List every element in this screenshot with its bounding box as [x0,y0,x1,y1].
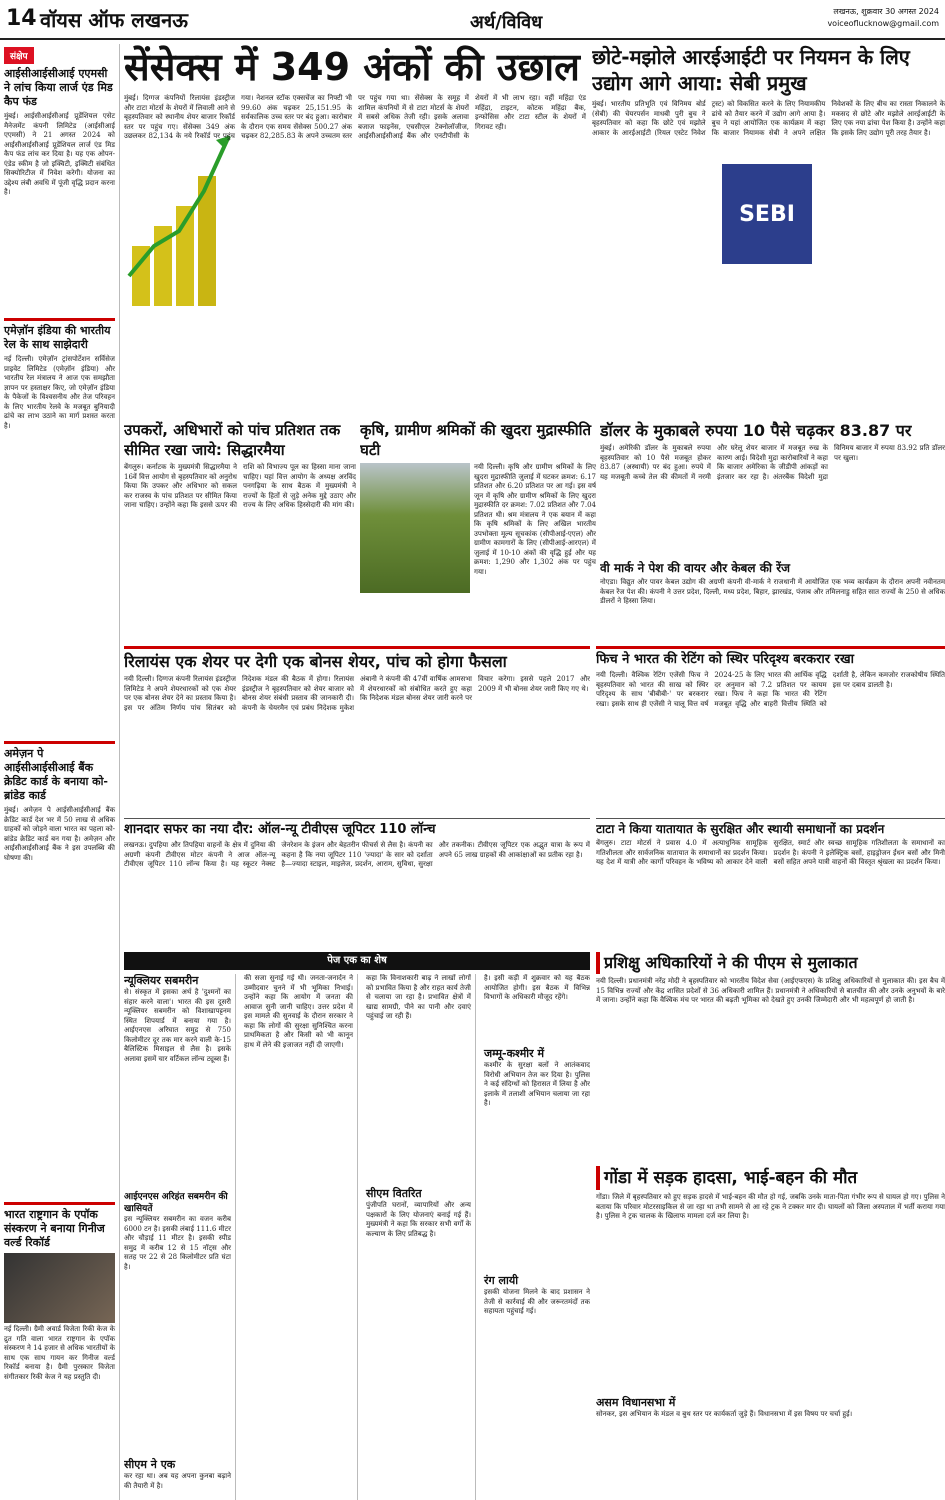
continued-body: है। इसी कड़ी में शुक्रवार को यह बैठक आयोजित होगी। इस बैठक में विभिन्न विभागों के अधिकारी मौजूद रहेंगे। [484,974,590,1001]
arihant-heading: आईएनएस अरिहंत सबमरीन की खासियतें [124,1192,228,1214]
masthead [0,0,945,40]
paper-name: वॉयस ऑफ लखनऊ [40,8,188,32]
rang-body: इसकी योजना मिलने के बाद प्रशासन ने तेजी से कार्रवाई की और जरूरतमंदों तक सहायता पहुंचाई गई। [484,1288,590,1315]
website: voiceoflucknow@gmail.com [827,19,939,28]
brief-headline: भारत राष्ट्रगान के एपॉक संस्करण ने बनाया गिनीज वर्ल्ड रिकॉर्ड [4,1202,115,1250]
siddaramaiah-story [124,420,356,642]
pm-meet-body: नयी दिल्ली। प्रधानमंत्री नरेंद्र मोदी ने बृहस्पतिवार को भारतीय विदेश सेवा (आईएफएस) के प्रशिक्षु अधिकारियों से मुलाकात की। इस बैच में 15 विभिन्न राज्यों और केंद्र शासित प्रदेशों से 36 अधिकारी शामिल हैं। प्रधानमंत्री ने अधिकारियों से बातचीत की और उनके अनुभवों के बारे में जाना। उन्होंने कहा कि वैश्विक मंच पर भारत की बढ़ती भूमिका को देखते हुए उनकी जिम्मेदारी और भी महत्वपूर्ण हो जाती है। [596,977,945,1004]
lead-body: मुंबई। दिग्गज कंपनियों रिलायंस इंडस्ट्रीज और टाटा मोटर्स के शेयरों में लिवाली आने से बृहस्पतिवार को स्थानीय शेयर बाजार रिकॉर्ड स्तर पर पहुंच गए। सेंसेक्स 349 अंक उछलकर 82,134 के नये रिकॉर्ड पर पहुंच गया। नेशनल स्टॉक एक्सचेंज का निफ्टी भी 99.60 अंक चढ़कर 25,151.95 के सर्वकालिक उच्च स्तर पर बंद हुआ। कारोबार के दौरान एक समय सेंसेक्स 500.27 अंक चढ़कर 82,285.83 के अपने उच्चतम स्तर पर पहुंच गया था। सेंसेक्स के समूह में शामिल कंपनियों में से टाटा मोटर्स के शेयरों में सबसे अधिक तेजी रही। इसके अलावा बजाज फाइनेंस, एचसीएल टेक्नोलॉजीज, आईसीआईसीआई बैंक और एनटीपीसी के शेयरों में भी लाभ रहा। वहीं महिंद्रा एंड महिंद्रा, टाइटन, कोटक महिंद्रा बैंक, इन्फोसिस और टाटा स्टील के शेयरों में गिरावट रही। [124,94,586,140]
brief-column [0,44,120,1500]
tata-body: बेंगलुरु। टाटा मोटर्स ने प्रवास 4.0 में अत्याधुनिक सामूहिक गतिशीलता और सार्वजनिक यातायात के समाधानों का प्रदर्शन किया। यह देश में यात्री और कार्गो परिवहन के भविष्य को आकार देने वाली सुरक्षित, स्मार्ट और स्वच्छ सामूहिक गतिशीलता के समाधानों का प्रदर्शन है। कंपनी ने इलेक्ट्रिक बसों, हाइड्रोजन ईंधन बसों और मिनी बसों सहित अपने यात्री वाहनों की विस्तृत श्रृंखला का प्रदर्शन किया। [596,839,945,866]
brief-body: नई दिल्ली। ग्रैमी अवार्ड विजेता रिकी केज के द्रुत गति वाला भारत राष्ट्रगान के एपॉक संस्करण ने 14 हजार से अधिक भारतीयों के साथ एक साथ गायन कर गिनीज वर्ल्ड रिकॉर्ड बनाया है। ग्रैमी पुरस्कार विजेता संगीतकार रिकी केज ने यह प्रस्तुति दी। [4,1325,115,1381]
tvs-headline: शानदार सफर का नया दौर: ऑल-न्यू टीवीएस जूपिटर 110 लॉन्च [124,822,436,837]
studio-photo [4,1253,115,1323]
jk-heading: जम्मू-कश्मीर में [484,1047,545,1060]
continued-body: की सजा सुनाई गई थी। जनता-जनार्दन ने उम्मीदवार चुनने में भी भूमिका निभाई। उन्होंने कहा कि आयोग में जनता की आवाज सुनी जानी चाहिए। उत्तर प्रदेश में इस मामले की सुनवाई के दौरान सरकार ने कहा कि लोगों की सुरक्षा सुनिश्चित करना प्राथमिकता है और किसी को भी कानून हाथ में लेने की इजाजत नहीं दी जाएगी। [244,974,353,1049]
nuclear-heading: न्यूक्लियर सबमरीन [124,974,199,987]
tata-story [596,818,945,948]
fitch-headline: फिच ने भारत की रेटिंग को स्थिर परिदृश्य बरकरार रखा [596,652,854,667]
pm-meet-headline: प्रशिक्षु अधिकारियों ने की पीएम से मुलाकात [596,952,945,974]
lead-story [124,44,586,416]
inflation-story [360,420,596,642]
assam-heading: असम विधानसभा में [596,1396,676,1409]
pm-meet-story [596,952,945,1162]
continued-col-1 [124,974,236,1500]
inflation-body: नयी दिल्ली। कृषि और ग्रामीण श्रमिकों के लिए खुदरा मुद्रास्फीति जुलाई में घटकर क्रमश: 6.17 प्रतिशत और 6.20 प्रतिशत पर आ गई। इस वर्ष जून में कृषि और ग्रामीण श्रमिकों के लिए खुदरा मुद्रास्फीति दर क्रमश: 7.02 प्रतिशत और 7.04 प्रतिशत थी। श्रम मंत्रालय ने एक बयान में कहा कि कृषि श्रमिकों के लिए अखिल भारतीय उपभोक्ता मूल्य सूचकांक (सीपीआई-एएल) और ग्रामीण कामगारों के लिए (सीपीआई-आरएल) में जुलाई में 10-10 अंकों की वृद्धि हुई और यह क्रमश: 1,290 और 1,302 अंक पर पहुंच गया। [474,463,596,576]
sebi-headline: छोटे-मझोले आरईआईटी पर नियमन के लिए उद्योग आगे आया: सेबी प्रमुख [592,45,910,95]
tvs-story [124,818,590,948]
date-line [827,6,939,30]
section-title: अर्थ/विविध [470,12,543,33]
gonda-story [596,1166,945,1500]
continued-col-2 [240,974,358,1500]
continued-col-3 [362,974,476,1500]
reliance-story [124,646,590,814]
tata-headline: टाटा ने किया यातायात के सुरक्षित और स्थायी समाधानों का प्रदर्शन [596,822,885,836]
wire-story [600,560,945,642]
fitch-story [596,646,945,814]
seem-heading: सीएम वितरित [366,1187,422,1200]
siddaramaiah-headline: उपकरों, अधिभारों को पांच प्रतिशत तक सीमित रखा जाये: सिद्धारमैया [124,421,341,459]
fitch-body: नयी दिल्ली। वैश्विक रेटिंग एजेंसी फिच ने बृहस्पतिवार को भारत की साख को स्थिर परिदृश्य के साथ 'बीबीबी-' पर बरकरार रखा। इसके साथ ही एजेंसी ने चालू वित्त वर्ष 2024-25 के लिए भारत की आर्थिक वृद्धि दर अनुमान को 7.2 प्रतिशत पर कायम रखा। फिच ने कहा कि भारत की रेटिंग मजबूत वृद्धि और बाहरी वित्तीय स्थिति को दर्शाती है, लेकिन कमजोर राजकोषीय स्थिति इस पर दबाव डालती है। [596,671,945,708]
arihant-body: इस न्यूक्लियर सबमरीन का वजन करीब 6000 टन है। इसकी लंबाई 111.6 मीटर और चौड़ाई 11 मीटर है। इसकी स्पीड समुद्र में करीब 12 से 15 नॉट्स और सतह पर 22 से 28 किलोमीटर प्रति घंटा है। [124,1215,231,1271]
rupee-body: मुंबई। अमेरिकी डॉलर के मुकाबले रुपया बृहस्पतिवार को 10 पैसे मजबूत होकर 83.87 (अस्थायी) पर बंद हुआ। रुपये में यह मजबूती कच्चे तेल की कीमतों में नरमी और घरेलू शेयर बाजार में मजबूत रुख के कारण आई। विदेशी मुद्रा कारोबारियों ने कहा कि बाजार अमेरिका के जीडीपी आंकड़ों का इंतजार कर रहा है। अंतरबैंक विदेशी मुद्रा विनिमय बाजार में रुपया 83.92 प्रति डॉलर पर खुला। [600,444,945,481]
inflation-headline: कृषि, ग्रामीण श्रमिकों की खुदरा मुद्रास्फीति घटी [360,421,592,459]
continued-body: कहा कि विनाशकारी बाढ़ ने लाखों लोगों को प्रभावित किया है और राहत कार्य तेजी से चलाया जा रहा है। प्रभावित क्षेत्रों में खाद्य सामग्री, पीने का पानी और दवाएं पहुंचाई जा रही हैं। [366,974,471,1020]
brief-headline: आईसीआईसीआई एएमसी ने लांच किया लार्ज एंड मिड कैप फंड [4,67,113,108]
brief-headline: अमेज़न पे आईसीआईसीआई बैंक क्रेडिट कार्ड के बनाया को-ब्रांडेड कार्ड [4,741,115,803]
sebi-story [592,44,945,416]
page-number: 14 [6,6,37,31]
ceo-body: कर रहा था। अब यह अपना कुनबा बढ़ाने की तैयारी में है। [124,1472,231,1490]
sebi-body: मुंबई। भारतीय प्रतिभूति एवं विनिमय बोर्ड (सेबी) की चेयरपर्सन माधबी पुरी बुच ने बृहस्पतिवार को कहा कि छोटे एवं मझोले आकार के आरईआईटी (रियल एस्टेट निवेश ट्रस्ट) को विकसित करने के लिए नियामकीय ढांचे को तैयार करने में उद्योग आगे आया है। बुच ने यहां आयोजित एक कार्यक्रम में कहा कि बाजार नियामक सेबी ने अपने लक्षित निवेशकों के लिए बीच का रास्ता निकालने के मकसद से छोटे और मझोले आरईआईटी के लिए एक नया ढांचा पेश किया है। उन्होंने कहा कि इसके लिए उद्योग पूरी तरह तैयार है। [592,100,945,137]
rupee-headline: डॉलर के मुकाबले रुपया 10 पैसे चढ़कर 83.87 पर [600,421,912,440]
brief-body: मुंबई। आईसीआईसीआई प्रूडेंशियल एसेट मैनेजमेंट कंपनी लिमिटेड (आईसीआई एएमसी) ने 21 अगस्त 2024 को आईसीआईसीआई प्रूडेंशियल लार्ज एंड मिड कैप फंड लांच कर दिया है। यह एक ओपन-एंडेड स्कीम है जो इक्विटी, इक्विटी संबंधित सिक्योरिटीज में निवेश करेगी। योजना का उद्देश्य लंबी अवधि में पूंजी वृद्धि प्रदान करना है। [4,112,115,196]
ceo-heading: सीएम ने एक [124,1458,176,1471]
wire-body: नोएडा। विद्युत और पावर केबल उद्योग की अग्रणी कंपनी वी-मार्क ने राजधानी में आयोजित एक भव्य कार्यक्रम के दौरान अपनी नवीनतम केबल रेंज पेश की। कंपनी ने उत्तर प्रदेश, दिल्ली, मध्य प्रदेश, बिहार, झारखंड, पंजाब और तमिलनाडु सहित सात राज्यों के 250 से अधिक डीलरों ने हिस्सा लिया। [600,578,945,605]
reliance-body: नयी दिल्ली। दिग्गज कंपनी रिलायंस इंडस्ट्रीज लिमिटेड ने अपने शेयरधारकों को एक शेयर पर एक बोनस शेयर देने का प्रस्ताव किया है। इस पर अंतिम निर्णय पांच सितंबर को निदेशक मंडल की बैठक में होगा। रिलायंस इंडस्ट्रीज ने बृहस्पतिवार को शेयर बाजार को बोनस शेयर संबंधी प्रस्ताव की जानकारी दी। कंपनी के चेयरमैन एवं प्रबंध निदेशक मुकेश अंबानी ने कंपनी की 47वीं वार्षिक आमसभा में शेयरधारकों को संबोधित करते हुए कहा कि निदेशक मंडल बोनस शेयर जारी करने पर विचार करेगा। इससे पहले 2017 और 2009 में भी बोनस शेयर जारी किए गए थे। [124,675,590,712]
continued-col-4 [480,974,590,1500]
lead-headline: सेंसेक्स में 349 अंकों की उछाल [124,45,580,89]
siddaramaiah-body: बेंगलुरु। कर्नाटक के मुख्यमंत्री सिद्धारमैया ने 16वें वित्त आयोग से बृहस्पतिवार को अनुरोध किया कि उपकर और अधिभार को सकल कर राजस्व के पांच प्रतिशत पर सीमित किया जाना चाहिए। उन्होंने कहा कि इससे ऊपर की राशि को विभाज्य पूल का हिस्सा माना जाना चाहिए। यहां वित्त आयोग के अध्यक्ष अरविंद पनगढ़िया के साथ बैठक में मुख्यमंत्री ने राज्यों के हितों से जुड़े अनेक मुद्दे उठाए और राज्य के लिए अधिक हिस्सेदारी की मांग की। [124,463,356,509]
wire-headline: वी मार्क ने पेश की वायर और केबल की रेंज [600,561,791,575]
sebi-logo [722,164,812,264]
reliance-headline: रिलायंस एक शेयर पर देगी एक बोनस शेयर, पांच को होगा फैसला [124,652,507,671]
brief-tag: संक्षेप [4,47,34,64]
jk-body: कश्मीर के सुरक्षा बलों ने आतंकवाद विरोधी अभियान तेज कर दिया है। पुलिस ने कई संदिग्धों को हिरासत में लिया है और इलाके में तलाशी अभियान चलाया जा रहा है। [484,1061,590,1107]
brief-headline: एमेज़ॉन इंडिया की भारतीय रेल के साथ साझेदारी [4,318,115,352]
brief-body: मुंबई। अमेज़न पे आईसीआईसीआई बैंक क्रेडिट कार्ड देश भर में 50 लाख से अधिक ग्राहकों को जोड़ने वाला भारत का पहला को-ब्रांडेड क्रेडिट कार्ड बन गया है। अमेज़न और आईसीआईसीआई बैंक ने इस उपलब्धि की घोषणा की। [4,806,115,862]
farm-photo [360,463,470,593]
tvs-body: लखनऊ। दुपहिया और तिपहिया वाहनों के क्षेत्र में दुनिया की अग्रणी कंपनी टीवीएस मोटर कंपनी ने आज ऑल-न्यू टीवीएस जूपिटर 110 लॉन्च किया है। यह स्कूटर नेक्स्ट जेनरेशन के इंजन और बेहतरीन फीचर्स से लैस है। कंपनी का कहना है कि नया जूपिटर 110 'ज्यादा' के सार को दर्शाता है—ज्यादा स्टाइल, माइलेज, प्रदर्शन, आराम, सुविधा, सुरक्षा और तकनीक। टीवीएस जूपिटर एक अद्भुत यात्रा के रूप में अपने 65 लाख ग्राहकों की आकांक्षाओं का प्रतीक रहा है। [124,841,590,868]
nuclear-body: से। संस्कृत में इसका अर्थ है 'दुश्मनों का संहार करने वाला'। भारत की इस दूसरी न्यूक्लियर सबमरीन को विशाखापट्टनम स्थित शिपयार्ड में बनाया गया है। आईएनएस अरिघात समुद्र से 750 किलोमीटर दूर तक मार करने वाली के-15 बैलिस्टिक मिसाइल से लैस है। इसके अलावा इसमें चार वर्टिकल लॉन्च ट्यूब्स हैं। [124,988,231,1063]
rupee-story [600,420,945,560]
rang-heading: रंग लायी [484,1274,519,1287]
page-one-more-banner: पेज एक का शेष [124,952,590,970]
date: लखनऊ, शुक्रवार 30 अगस्त 2024 [833,7,939,16]
gonda-headline: गोंडा में सड़क हादसा, भाई-बहन की मौत [596,1166,945,1190]
gonda-body: गोंडा। जिले में बृहस्पतिवार को हुए सड़क हादसे में भाई-बहन की मौत हो गई, जबकि उनके माता-पिता गंभीर रूप से घायल हो गए। पुलिस ने बताया कि परिवार मोटरसाइकिल से जा रहा था तभी सामने से आ रहे ट्रक ने टक्कर मार दी। घायलों को जिला अस्पताल में भर्ती कराया गया है। पुलिस ने ट्रक चालक के खिलाफ मामला दर्ज कर लिया है। [596,1193,945,1220]
sebi-logo-text: SEBI [739,201,795,227]
brief-body: नई दिल्ली। एमेज़ॉन ट्रांसपोर्टेशन सर्विसेज प्राइवेट लिमिटेड (एमेज़ॉन इंडिया) और भारतीय रेल मंत्रालय ने आज एक समझौता ज्ञापन पर हस्ताक्षर किए, जो एमेज़ॉन इंडिया के पैकेजों के विश्वसनीय और तेज परिवहन के लिए भारतीय रेलवे के मजबूत बुनियादी ढांचे का लाभ उठाने का मार्ग प्रशस्त करता है। [4,355,115,430]
assam-body: सोनकर, इस अभियान के मंडल व बुथ स्तर पर कार्यकर्ता जुड़े हैं। विधानसभा में इस विषय पर चर्चा हुई। [596,1410,853,1418]
seem-body: पुंजीपति घरानों, व्यापारियों और अन्य पक्षकारों के लिए योजनाएं बनाई गई हैं। मुख्यमंत्री ने कहा कि सरकार सभी वर्गों के कल्याण के लिए प्रतिबद्ध है। [366,1201,471,1238]
